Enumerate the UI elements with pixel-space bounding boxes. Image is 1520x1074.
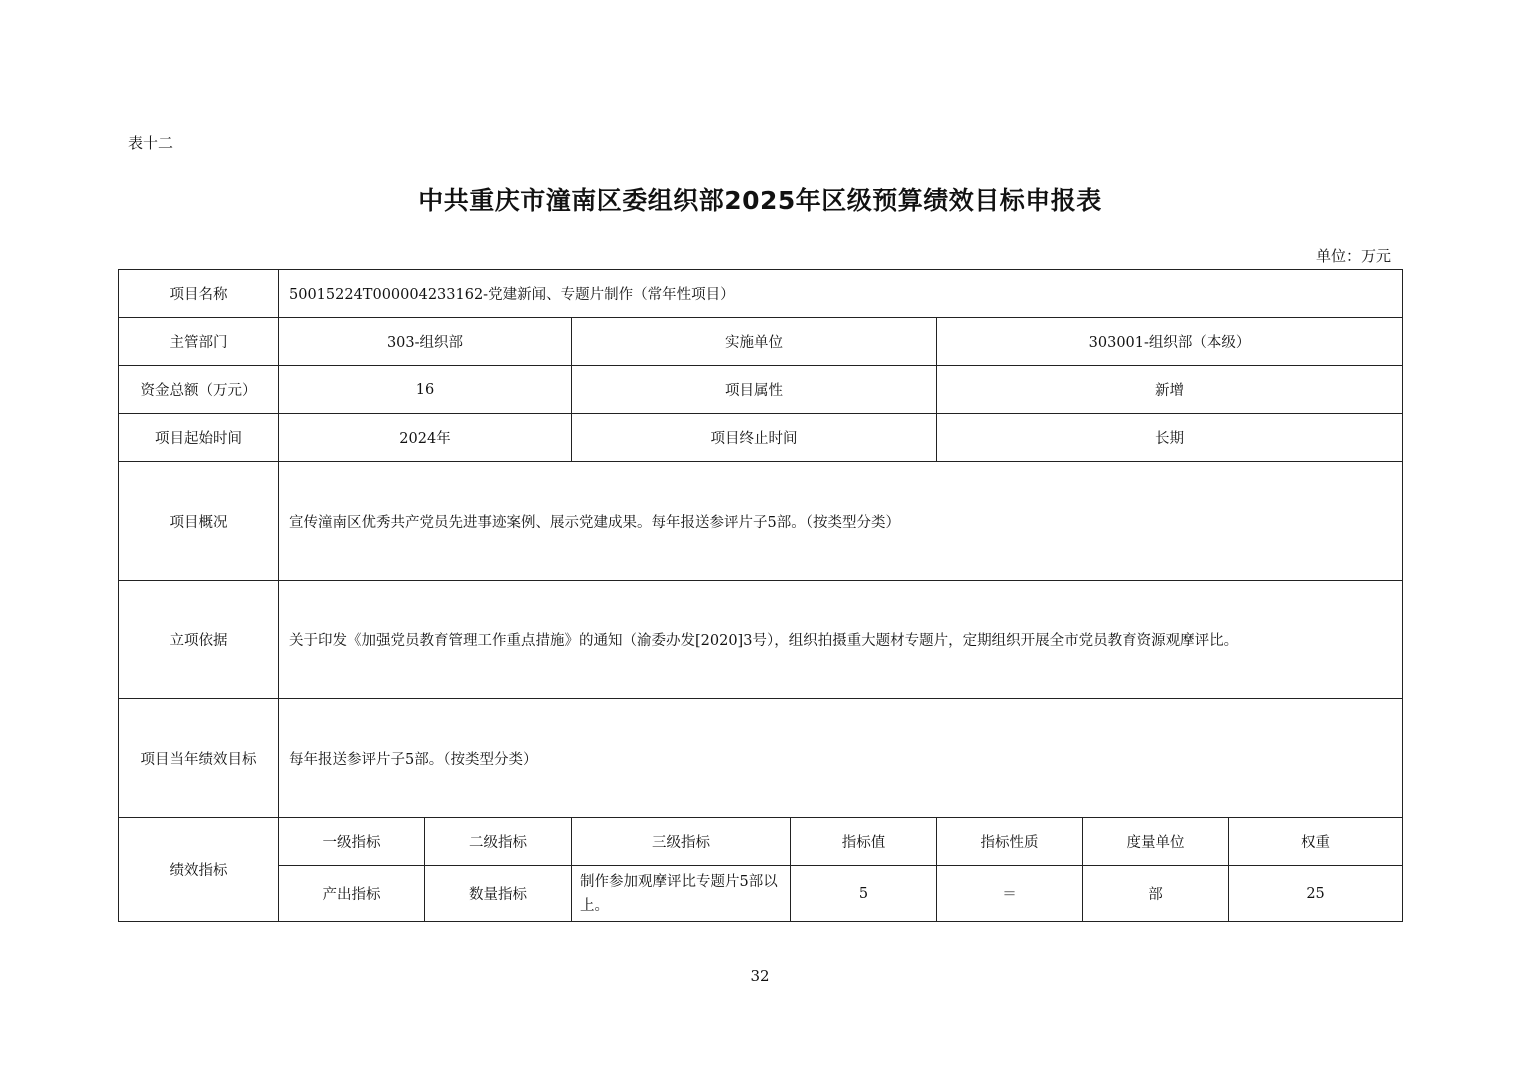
indicator-header-row bbox=[119, 818, 1403, 866]
start-value: 2024年 bbox=[279, 414, 572, 462]
overview-label: 项目概况 bbox=[119, 462, 279, 581]
implementer-value: 303001-组织部（本级） bbox=[937, 318, 1403, 366]
table-number: 表十二 bbox=[128, 134, 174, 152]
row-overview bbox=[119, 462, 1403, 581]
budget-target-table bbox=[118, 269, 1403, 922]
indicator-header-weight: 权重 bbox=[1229, 818, 1403, 866]
indicator-header-level3: 三级指标 bbox=[572, 818, 791, 866]
page-number: 32 bbox=[750, 967, 770, 985]
basis-value: 关于印发《加强党员教育管理工作重点措施》的通知（渝委办发[2020]3号），组织拍摄重大题材专题片，定期组织开展全市党员教育资源观摩评比。 bbox=[279, 581, 1403, 699]
indicator-unit: 部 bbox=[1083, 866, 1229, 922]
implementer-label: 实施单位 bbox=[572, 318, 937, 366]
department-label: 主管部门 bbox=[119, 318, 279, 366]
row-funds bbox=[119, 366, 1403, 414]
row-department bbox=[119, 318, 1403, 366]
indicator-header-unit: 度量单位 bbox=[1083, 818, 1229, 866]
goal-value: 每年报送参评片子5部。（按类型分类） bbox=[279, 699, 1403, 818]
indicators-label: 绩效指标 bbox=[119, 818, 279, 922]
indicator-header-nature: 指标性质 bbox=[937, 818, 1083, 866]
unit-label: 单位：万元 bbox=[1315, 247, 1391, 265]
indicator-row bbox=[119, 866, 1403, 922]
project-name-value: 50015224T000004233162-党建新闻、专题片制作（常年性项目） bbox=[279, 270, 1403, 318]
goal-label: 项目当年绩效目标 bbox=[119, 699, 279, 818]
page-title: 中共重庆市潼南区委组织部2025年区级预算绩效目标申报表 bbox=[418, 186, 1102, 215]
project-name-label: 项目名称 bbox=[119, 270, 279, 318]
end-label: 项目终止时间 bbox=[572, 414, 937, 462]
start-label: 项目起始时间 bbox=[119, 414, 279, 462]
indicator-header-level1: 一级指标 bbox=[279, 818, 425, 866]
row-project-name bbox=[119, 270, 1403, 318]
indicator-level3: 制作参加观摩评比专题片5部以上。 bbox=[572, 866, 791, 922]
indicator-header-level2: 二级指标 bbox=[425, 818, 572, 866]
indicator-weight: 25 bbox=[1229, 866, 1403, 922]
indicator-header-value: 指标值 bbox=[791, 818, 937, 866]
attribute-label: 项目属性 bbox=[572, 366, 937, 414]
row-basis bbox=[119, 581, 1403, 699]
overview-value: 宣传潼南区优秀共产党员先进事迹案例、展示党建成果。每年报送参评片子5部。（按类型分类） bbox=[279, 462, 1403, 581]
department-value: 303-组织部 bbox=[279, 318, 572, 366]
indicator-level1: 产出指标 bbox=[279, 866, 425, 922]
funds-value: 16 bbox=[279, 366, 572, 414]
row-period bbox=[119, 414, 1403, 462]
indicator-nature: ＝ bbox=[937, 866, 1083, 922]
row-goal bbox=[119, 699, 1403, 818]
basis-label: 立项依据 bbox=[119, 581, 279, 699]
end-value: 长期 bbox=[937, 414, 1403, 462]
indicator-level2: 数量指标 bbox=[425, 866, 572, 922]
indicator-value: 5 bbox=[791, 866, 937, 922]
attribute-value: 新增 bbox=[937, 366, 1403, 414]
funds-label: 资金总额（万元） bbox=[119, 366, 279, 414]
